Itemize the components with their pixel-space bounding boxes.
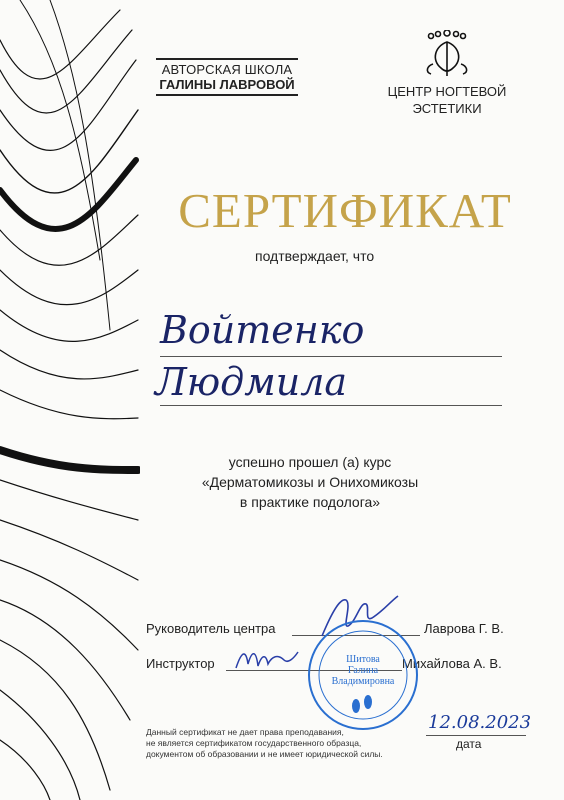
certificate-title: СЕРТИФИКАТ bbox=[178, 183, 512, 238]
head-role-label: Руководитель центра bbox=[146, 621, 276, 636]
disclaimer-line1: Данный сертификат не дает права преподавания, bbox=[146, 727, 344, 737]
course-line2: «Дерматомикозы и Онихомикозы bbox=[201, 474, 419, 490]
logo-top-rule bbox=[156, 58, 298, 60]
course-block bbox=[160, 452, 460, 512]
date-value: 12.08.2023 bbox=[428, 712, 532, 733]
course-line3: в практике подолога» bbox=[239, 494, 381, 510]
stamp-text-line3: Владимировна bbox=[331, 676, 395, 687]
surname-underline bbox=[160, 356, 502, 357]
head-name: Лаврова Г. В. bbox=[424, 621, 504, 636]
date-label: дата bbox=[456, 737, 482, 751]
recipient-surname: Войтенко bbox=[160, 308, 365, 352]
stamp-text-line2: Галина bbox=[347, 665, 379, 676]
course-line1: успешно прошел (а) курс bbox=[228, 454, 392, 470]
school-name-line1: АВТОРСКАЯ ШКОЛА bbox=[161, 62, 293, 77]
name-underline bbox=[160, 405, 502, 406]
disclaimer-line3: документом об образовании и не имеет юридической силы. bbox=[146, 749, 383, 759]
instructor-role-label: Инструктор bbox=[146, 656, 215, 671]
instructor-name: Михайлова А. В. bbox=[402, 656, 502, 671]
date-line bbox=[426, 735, 526, 736]
school-name-line2: ГАЛИНЫ ЛАВРОВОЙ bbox=[159, 77, 295, 92]
school-logo bbox=[152, 58, 302, 96]
foot-emblem-icon bbox=[417, 30, 477, 78]
disclaimer-line2: не является сертификатом государственного образца, bbox=[146, 738, 362, 748]
center-name-line2: ЭСТЕТИКИ bbox=[412, 101, 482, 116]
center-logo bbox=[372, 30, 522, 117]
disclaimer bbox=[146, 727, 383, 760]
official-stamp bbox=[306, 618, 420, 737]
instructor-signature-scribble bbox=[232, 644, 302, 674]
center-name-line1: ЦЕНТР НОГТЕВОЙ bbox=[387, 84, 507, 99]
logo-bottom-rule bbox=[156, 94, 298, 96]
recipient-name: Людмила bbox=[155, 360, 348, 404]
confirms-text: подтверждает, что bbox=[255, 248, 375, 264]
stamp-text-line1: Шитова bbox=[346, 654, 380, 665]
decorative-swirl-lines bbox=[0, 0, 140, 800]
